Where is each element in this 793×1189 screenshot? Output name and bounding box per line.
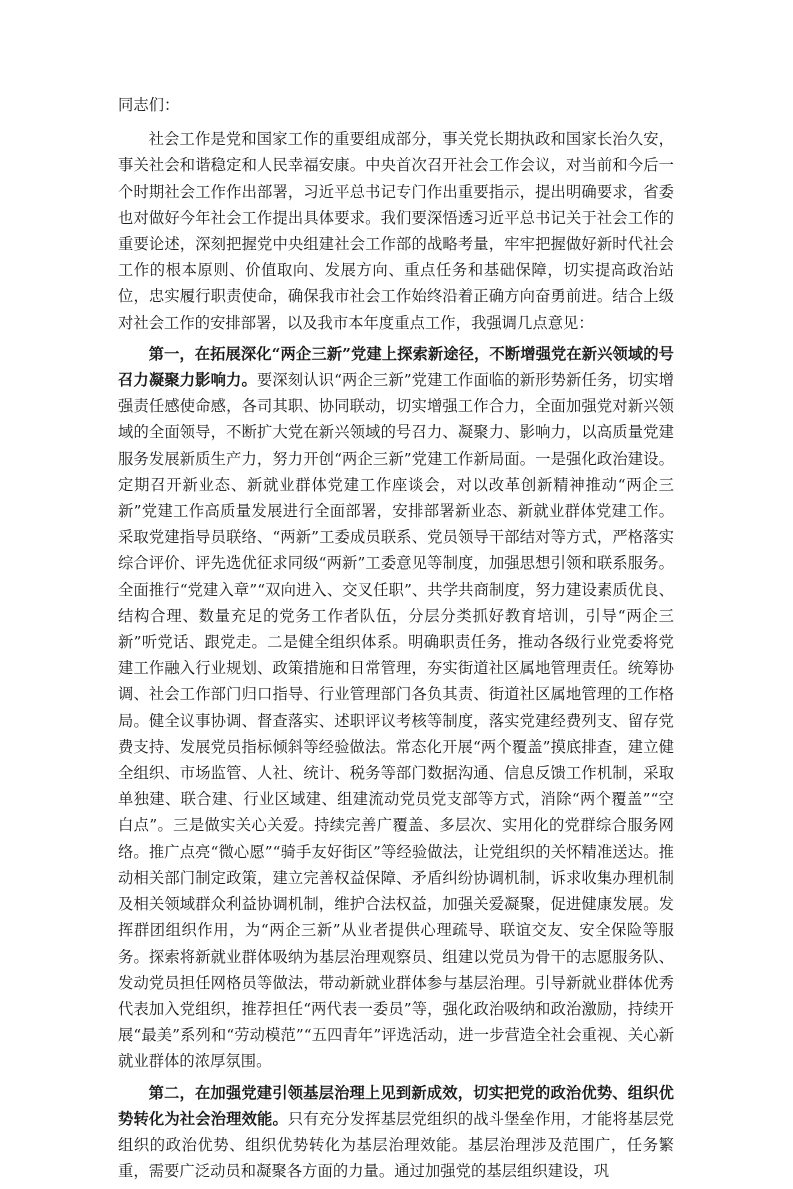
greeting: 同志们： [118, 96, 180, 114]
intro-paragraph-text: 社会工作是党和国家工作的重要组成部分，事关党长期执政和国家长治久安，事关社会和谐稳定和人民幸福安康。中央首次召开社会工作会议，对当前和今后一个时期社会工作作出部署，习近平总书记专门作出重要指示，提出明确要求，省委也对做好今年社会工作提出具体要求。我们要深悟透习近平总书记关于社会工作的重要论述，深刻把握党中央组建社会工作部的战略考量，牢牢把握做好新时代社会工作的根本原则、价值取向、发展方向、重点任务和基础保障，切实提高政治站位，忠实履行职责使命，确保我市社会工作始终沿着正确方向奋勇前进。结合上级对社会工作的安排部署，以及我市本年度重点工作，我强调几点意见： [118, 130, 674, 332]
section-two-paragraph [118, 1080, 674, 1185]
section-one-text: 要深刻认识“两企三新”党建工作面临的新形势新任务，切实增强责任感使命感，各司其职、协同联动，切实增强工作合力，全面加强党对新兴领域的全面领导，不断扩大党在新兴领域的号召力、凝聚力、影响力，以高质量党建服务发展新质生产力，努力开创“两企三新”党建工作新局面。一是强化政治建设。定期召开新业态、新就业群体党建工作座谈会，对以改革创新精神推动“两企三新”党建工作高质量发展进行全面部署，安排部署新业态、新就业群体党建工作。采取党建指导员联络、“两新”工委成员联系、党员领导干部结对等方式，严格落实综合评价、评先选优征求同级“两新”工委意见等制度，加强思想引领和联系服务。全面推行“党建入章”“双向进入、交叉任职”、共学共商制度，努力建设素质优良、结构合理、数量充足的党务工作者队伍，分层分类抓好教育培训，引导“两企三新”听党话、跟党走。二是健全组织体系。明确职责任务，推动各级行业党委将党建工作融入行业规划、政策措施和日常管理，夯实街道社区属地管理责任。统筹协调、社会工作部门归口指导、行业管理部门各负其责、街道社区属地管理的工作格局。健全议事协调、督查落实、述职评议考核等制度，落实党建经费列支、留存党费支持、发展党员指标倾斜等经验做法。常态化开展“两个覆盖”摸底排查，建立健全组织、市场监管、人社、统计、税务等部门数据沟通、信息反馈工作机制，采取单独建、联合建、行业区域建、组建流动党员党支部等方式，消除“两个覆盖”“空白点”。三是做实关心关爱。持续完善广覆盖、多层次、实用化的党群综合服务网络。推广点亮“微心愿”“骑手友好街区”等经验做法，让党组织的关怀精准送达。推动相关部门制定政策，建立完善权益保障、矛盾纠纷协调机制，诉求收集办理机制及相关领域群众利益协调机制，维护合法权益，加强关爱凝聚，促进健康发展。发挥群团组织作用，为“两企三新”从业者提供心理疏导、联谊交友、安全保险等服务。探索将新就业群体吸纳为基层治理观察员、组建以党员为骨干的志愿服务队、发动党员担任网格员等做法，带动新就业群体参与基层治理。引导新就业群体优秀代表加入党组织，推荐担任“两代表一委员”等，强化政治吸纳和政治激励，持续开展“最美”系列和“劳动模范”“五四青年”评选活动，进一步营造全社会重视、关心新就业群体的浓厚氛围。 [118, 371, 674, 1071]
section-two-heading: 第二，在加强党建引领基层治理上见到新成效，切实把党的政治优势、组织优势转化为社会治理效能。 [118, 1083, 674, 1128]
section-two-text: 只有充分发挥基层党组织的战斗堡垒作用，才能将基层党组织的政治优势、组织优势转化为基层治理效能。基层治理涉及范围广，任务繁重，需要广泛动员和凝聚各方面的力量。通过加强党的基层组织建设，巩 [118, 1109, 674, 1181]
section-one-heading: 第一，在拓展深化“两企三新”党建上探索新途径，不断增强党在新兴领域的号召力凝聚力影响力。 [118, 344, 674, 390]
section-one-paragraph [118, 341, 674, 1075]
document-page [118, 92, 674, 1189]
intro-paragraph [118, 126, 674, 336]
